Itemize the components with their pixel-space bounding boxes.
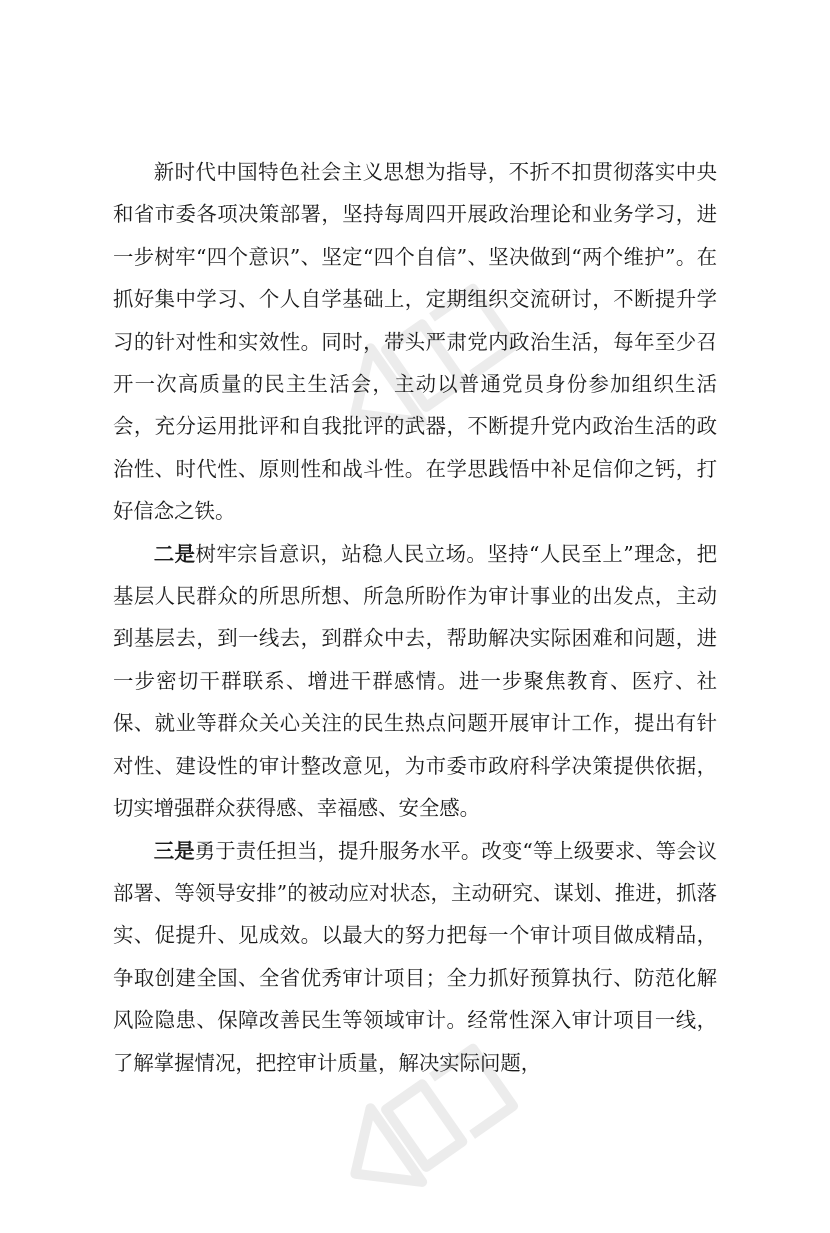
paragraph-1: [113, 151, 717, 533]
paragraph-3: [113, 830, 717, 1084]
document-body: [113, 151, 717, 1084]
paragraph-2: [113, 533, 717, 830]
paragraph-2-text: 树牢宗旨意识，站稳人民立场。坚持“人民至上”理念，把基层人民群众的所思所想、所急所盼作为审计事业的出发点，主动到基层去，到一线去，到群众中去，帮助解决实际困难和问题，进一步密切干群联系、增进干群感情。进一步聚焦教育、医疗、社保、就业等群众关心关注的民生热点问题开展审计工作，提出有针对性、建设性的审计整改意见，为市委市政府科学决策提供依据，切实增强群众获得感、幸福感、安全感。: [113, 541, 717, 821]
paragraph-3-lead: 三是: [153, 838, 195, 863]
paragraph-3-text: 勇于责任担当，提升服务水平。改变“等上级要求、等会议部署、等领导安排”的被动应对状态，主动研究、谋划、推进，抓落实、促提升、见成效。以最大的努力把每一个审计项目做成精品，争取创建全国、全省优秀审计项目；全力抓好预算执行、防范化解风险隐患、保障改善民生等领域审计。经常性深入审计项目一线，了解掌握情况，把控审计质量，解决实际问题，: [113, 838, 718, 1075]
paragraph-2-lead: 二是: [153, 541, 196, 566]
paragraph-1-text: 新时代中国特色社会主义思想为指导，不折不扣贯彻落实中央和省市委各项决策部署，坚持每周四开展政治理论和业务学习，进一步树牢“四个意识”、坚定“四个自信”、坚决做到“两个维护”。在抓好集中学习、个人自学基础上，定期组织交流研讨，不断提升学习的针对性和实效性。同时，带头严肃党内政治生活，每年至少召开一次高质量的民主生活会，主动以普通党员身份参加组织生活会，充分运用批评和自我批评的武器，不断提升党内政治生活的政治性、时代性、原则性和战斗性。在学思践悟中补足信仰之钙，打好信念之铁。: [113, 160, 717, 524]
